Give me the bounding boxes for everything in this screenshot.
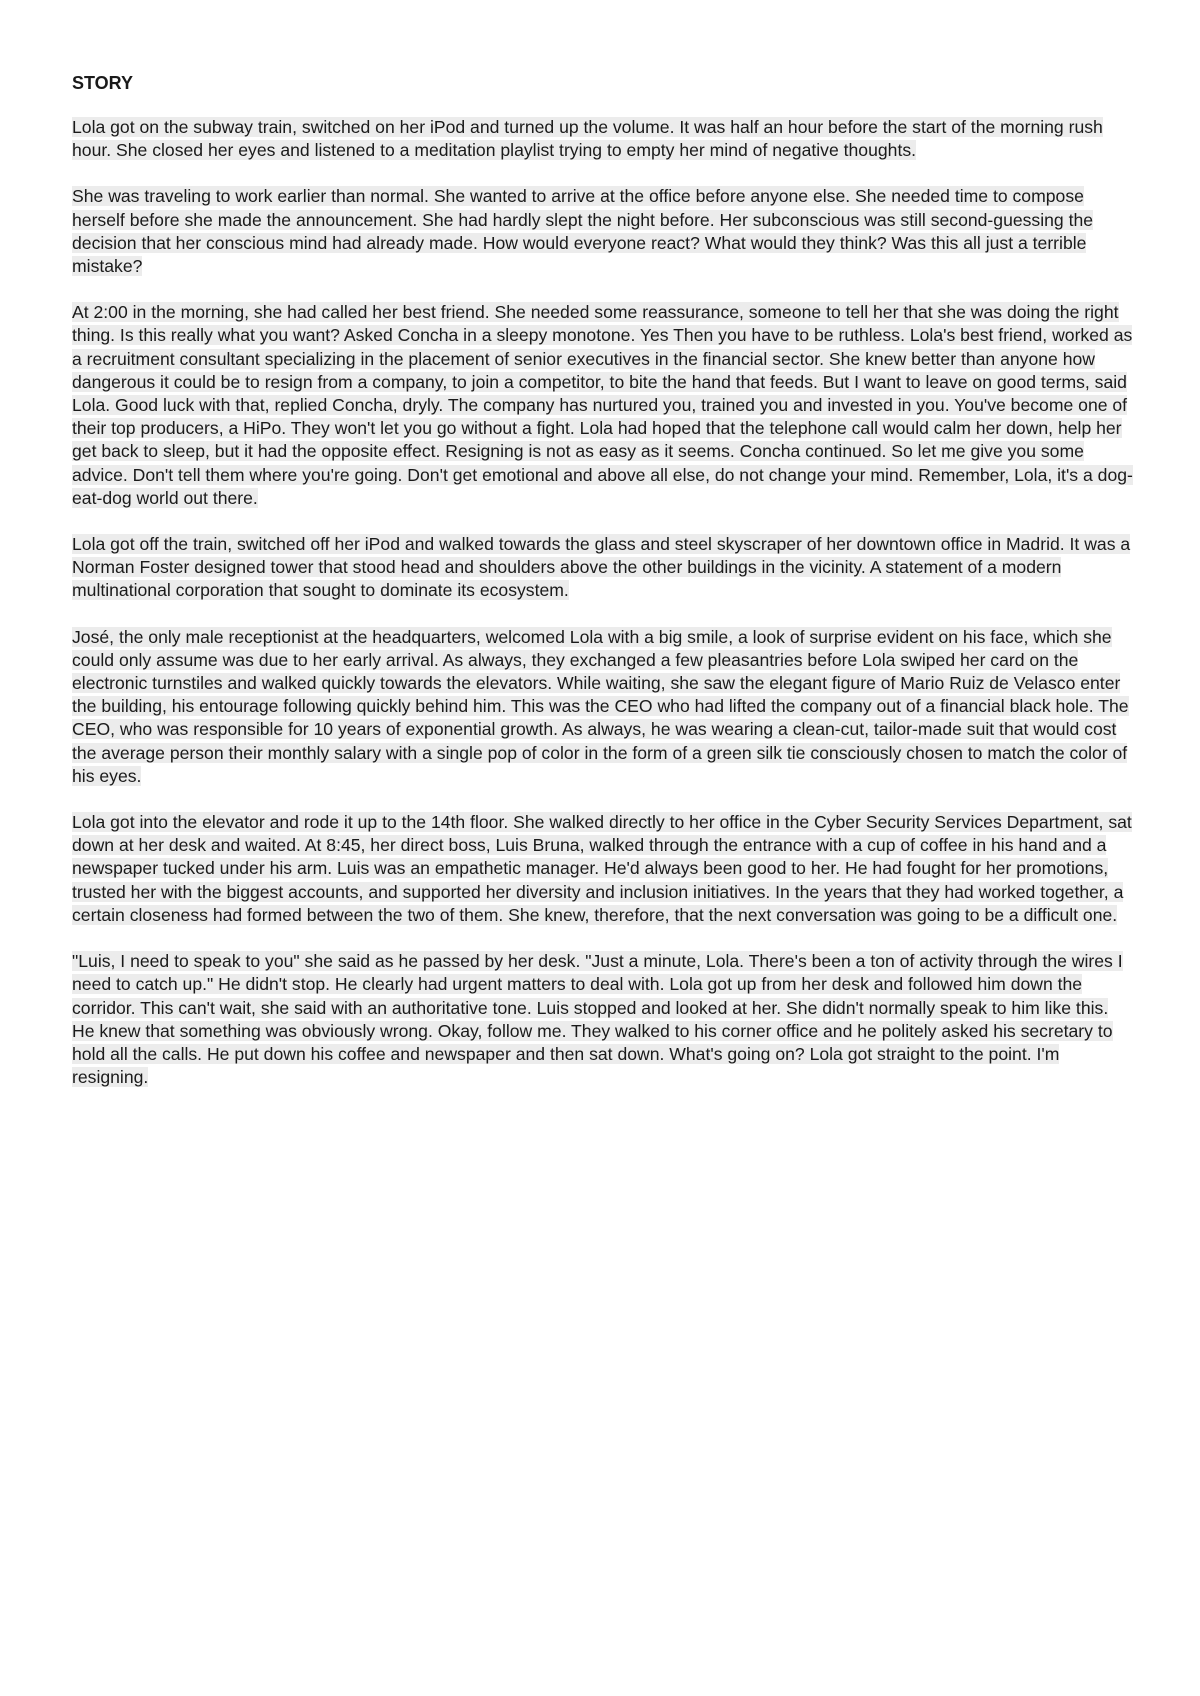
paragraph-text: Lola got off the train, switched off her iPod and walked towards the glass and steel skyscraper of her downtown office in Madrid. It was a Norman Foster designed tower that stood head and shoulders above the other buildings in the vicinity. A statement of a modern multinational corporation that sought to dominate its ecosystem. bbox=[72, 534, 1131, 601]
paragraph-text: José, the only male receptionist at the headquarters, welcomed Lola with a big smile, a look of surprise evident on his face, which she could only assume was due to her early arrival. As always, they exchanged a few pleasantries before Lola swiped her card on the electronic turnstiles and walked quickly towards the elevators. While waiting, she saw the elegant figure of Mario Ruiz de Velasco enter the building, his entourage following quickly behind him. This was the CEO who had lifted the company out of a financial black hole. The CEO, who was responsible for 10 years of exponential growth. As always, he was wearing a clean-cut, tailor-made suit that would cost the average person their monthly salary with a single pop of color in the form of a green silk tie consciously chosen to match the color of his eyes. bbox=[72, 626, 1129, 786]
paragraph-3 bbox=[72, 301, 1134, 510]
paragraph-text: Lola got into the elevator and rode it up to the 14th floor. She walked directly to her office in the Cyber Security Services Department, sat down at her desk and waited. At 8:45, her direct boss, Luis Bruna, walked through the entrance with a cup of coffee in his hand and a newspaper tucked under his arm. Luis was an empathetic manager. He'd always been good to her. He had fought for her promotions, trusted her with the biggest accounts, and supported her diversity and inclusion initiatives. In the years that they had worked together, a certain closeness had formed between the two of them. She knew, therefore, that the next conversation was going to be a difficult one. bbox=[72, 812, 1132, 925]
document-title: STORY bbox=[72, 73, 134, 93]
paragraph-text: At 2:00 in the morning, she had called her best friend. She needed some reassurance, someone to tell her that she was doing the right thing. Is this really what you want? Asked Concha in a sleepy monotone. Yes Then you have to be ruthless. Lola's best friend, worked as a recruitment consultant specializing in the placement of senior executives in the financial sector. She knew better than anyone how dangerous it could be to resign from a company, to join a competitor, to bite the hand that feeds. But I want to leave on good terms, said Lola. Good luck with that, replied Concha, dryly. The company has nurtured you, trained you and invested in you. You've become one of their top producers, a HiPo. They won't let you go without a fight. Lola had hoped that the telephone call would calm her down, help her get back to sleep, but it had the opposite effect. Resigning is not as easy as it seems. Concha continued. So let me give you some advice. Don't tell them where you're going. Don't get emotional and above all else, do not change your mind. Remember, Lola, it's a dog-eat-dog world out there. bbox=[72, 302, 1133, 508]
paragraph-4 bbox=[72, 533, 1134, 603]
paragraph-1 bbox=[72, 116, 1134, 162]
document-body bbox=[72, 70, 1134, 1112]
paragraph-7 bbox=[72, 950, 1134, 1089]
paragraph-text: "Luis, I need to speak to you" she said as he passed by her desk. "Just a minute, Lola. There's been a ton of activity through the wires I need to catch up." He didn't stop. He clearly had urgent matters to deal with. Lola got up from her desk and followed him down the corridor. This can't wait, she said with an authoritative tone. Luis stopped and looked at her. She didn't normally speak to him like this. He knew that something was obviously wrong. Okay, follow me. They walked to his corner office and he politely asked his secretary to hold all the calls. He put down his coffee and newspaper and then sat down. What's going on? Lola got straight to the point. I'm resigning. bbox=[72, 951, 1123, 1088]
paragraph-text: Lola got on the subway train, switched on her iPod and turned up the volume. It was half an hour before the start of the morning rush hour. She closed her eyes and listened to a meditation playlist trying to empty her mind of negative thoughts. bbox=[72, 117, 1103, 161]
paragraph-5 bbox=[72, 626, 1134, 788]
paragraph-2 bbox=[72, 185, 1134, 278]
paragraph-text: She was traveling to work earlier than normal. She wanted to arrive at the office before anyone else. She needed time to compose herself before she made the announcement. She had hardly slept the night before. Her subconscious was still second-guessing the decision that her conscious mind had already made. How would everyone react? What would they think? Was this all just a terrible mistake? bbox=[72, 186, 1094, 277]
paragraph-6 bbox=[72, 811, 1134, 927]
